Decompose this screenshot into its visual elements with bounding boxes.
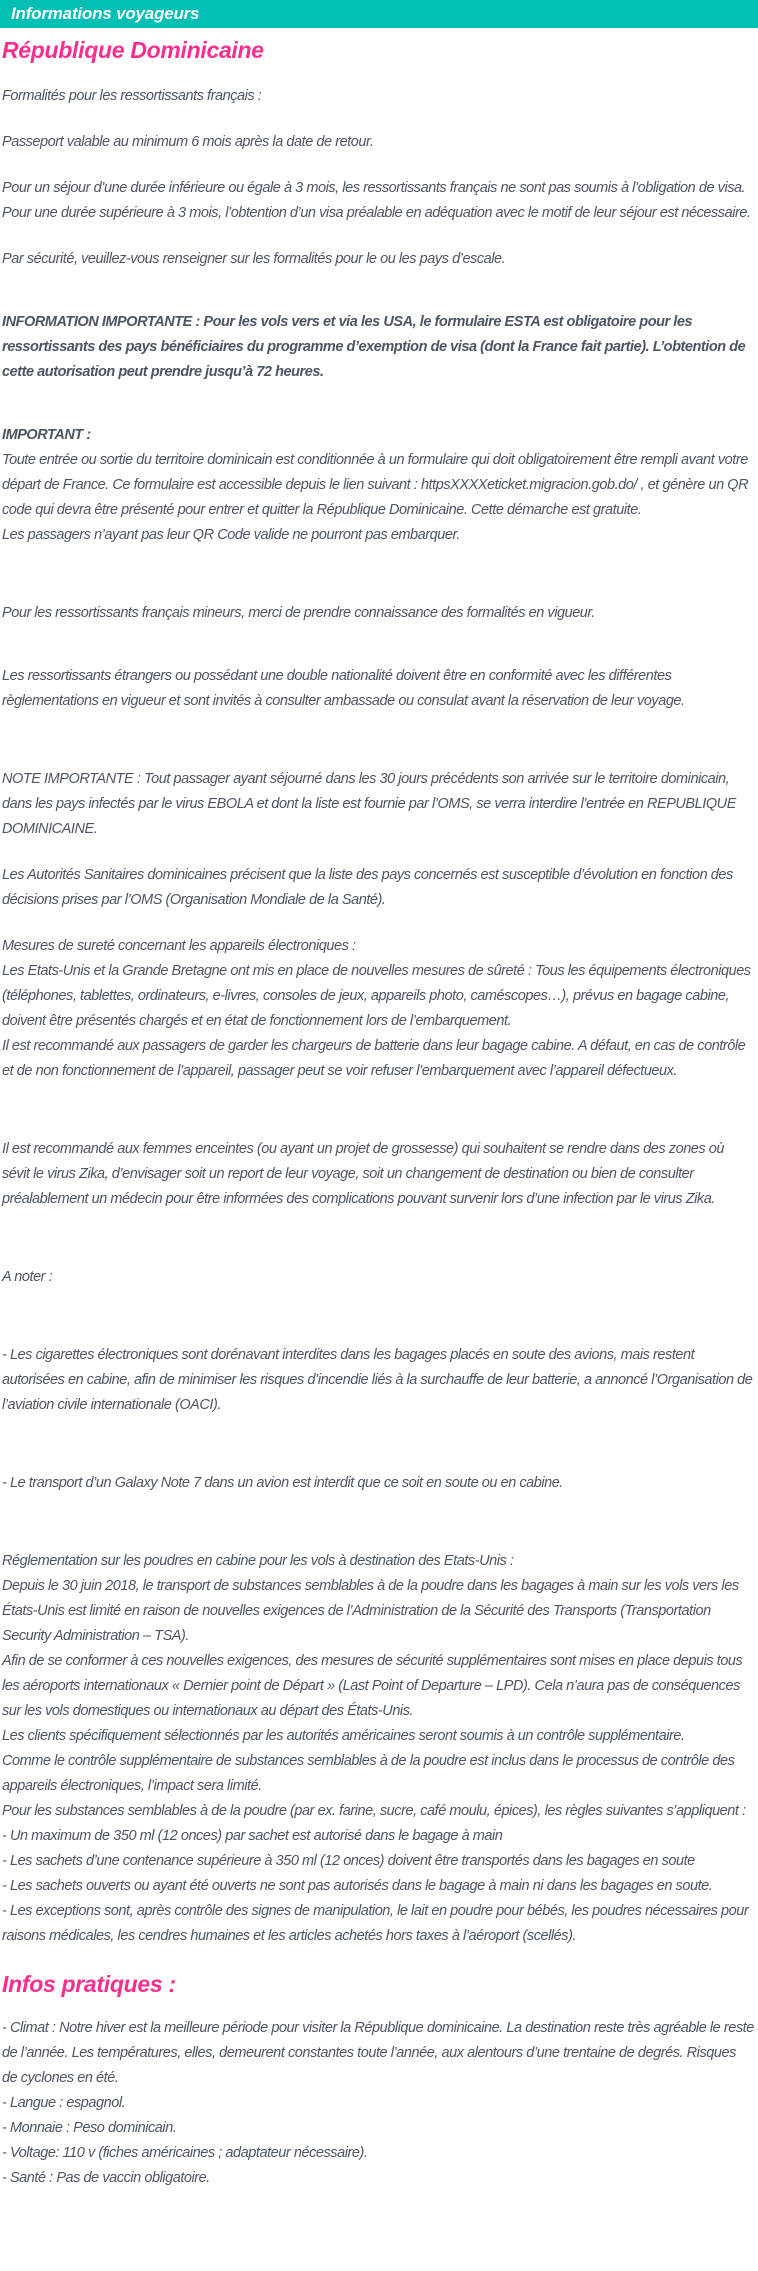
paragraph: Les ressortissants étrangers ou possédant une double nationalité doivent être en conformité avec les différentes règlementations en vigueur et sont invités à consulter ambassade ou consulat avant la réservation de leur voyage. bbox=[2, 668, 685, 709]
paragraph: IMPORTANT : Toute entrée ou sortie du territoire dominicain est conditionnée à un formulaire qui doit obligatoirement être rempli avant votre départ de France. Ce formulaire est accessible depuis le lien suivant : httpsXXXXeticket.migracion.gob.do/ , et génère un QR code qui devra être présenté pour entrer et quitter la République Dominicaine. Cette démarche est gratuite. Les passagers n’ayant pas leur QR Code valide ne pourront pas embarquer. bbox=[2, 427, 749, 543]
paragraph: Pour les ressortissants français mineurs, merci de prendre connaissance des formalités en vigueur. bbox=[2, 605, 595, 621]
paragraph: INFORMATION IMPORTANTE : Pour les vols vers et via les USA, le formulaire ESTA est obligatoire pour les ressortissants des pays bénéficiaires du programme d’exemption de visa (dont la France fait partie). L’obtention de cette autorisation peut prendre jusqu’à 72 heures. bbox=[2, 314, 746, 380]
paragraph: A noter : bbox=[2, 1269, 53, 1285]
paragraph: - Les cigarettes électroniques sont dorénavant interdites dans les bagages placés en soute des avions, mais restent autorisées en cabine, afin de minimiser les risques d’incendie liés à la surchauffe de leur batterie, a annoncé l’Organisation de l’aviation civile internationale (OACI). bbox=[2, 1347, 753, 1413]
paragraph: Les Autorités Sanitaires dominicaines précisent que la liste des pays concernés est susceptible d’évolution en fonction des décisions prises par l’OMS (Organisation Mondiale de la Santé). bbox=[2, 867, 733, 908]
paragraph: Passeport valable au minimum 6 mois après la date de retour. bbox=[2, 134, 374, 150]
banner-title: Informations voyageurs bbox=[11, 4, 200, 23]
paragraph: - Le transport d’un Galaxy Note 7 dans un avion est interdit que ce soit en soute ou en cabine. bbox=[2, 1475, 563, 1491]
paragraph: Pour un séjour d’une durée inférieure ou égale à 3 mois, les ressortissants français ne sont pas soumis à l’obligation de visa. Pour une durée supérieure à 3 mois, l’obtention d’un visa préalable en adéquation avec le motif de leur séjour est nécessaire. bbox=[2, 180, 751, 221]
paragraph: - Climat : Notre hiver est la meilleure période pour visiter la République dominicaine. La destination reste très agréable le reste de l’année. Les températures, elles, demeurent constantes toute l’année, aux alentours d’une trentaine de degrés. Risques de cyclones en été. - Langue : espagnol. - Monnaie : Peso dominicain. - Voltage: 110 v (fiches américaines ; adaptateur nécessaire). - Santé : Pas de vaccin obligatoire. bbox=[2, 2020, 754, 2186]
paragraph: Par sécurité, veuillez-vous renseigner sur les formalités pour le ou les pays d’escale. bbox=[2, 251, 506, 267]
page-main bbox=[0, 36, 758, 2230]
content bbox=[0, 84, 758, 2230]
section-heading: Infos pratiques : bbox=[2, 1971, 176, 1997]
paragraph: Formalités pour les ressortissants français : bbox=[2, 88, 262, 104]
paragraph: Il est recommandé aux femmes enceintes (ou ayant un projet de grossesse) qui souhaitent se rendre dans des zones où sévit le virus Zika, d’envisager soit un report de leur voyage, soit un changement de destination ou bien de consulter préalablement un médecin pour être informées des complications pouvant survenir lors d’une infection par le virus Zika. bbox=[2, 1141, 725, 1207]
paragraph: NOTE IMPORTANTE : Tout passager ayant séjourné dans les 30 jours précédents son arrivée sur le territoire dominicain, dans les pays infectés par le virus EBOLA et dont la liste est fournie par l’OMS, se verra interdire l’entrée en REPUBLIQUE DOMINICAINE. bbox=[2, 771, 736, 837]
country-title: République Dominicaine bbox=[2, 37, 264, 63]
bold-label: IMPORTANT : bbox=[2, 427, 91, 443]
paragraph: Réglementation sur les poudres en cabine pour les vols à destination des Etats-Unis : Depuis le 30 juin 2018, le transport de substances semblables à de la poudre dans les bagages à main sur les vols vers les États-Unis est limité en raison de nouvelles exigences de l’Administration de la Sécurité des Transports (Transportation Security Administration – TSA). Afin de se conformer à ces nouvelles exigences, des mesures de sécurité supplémentaires sont mises en place depuis tous les aéroports internationaux « Dernier point de Départ » (Last Point of Departure – LPD). Cela n’aura pas de conséquences sur les vols domestiques ou internationaux au départ des États-Unis. Les clients spécifiquement sélectionnés par les autorités américaines seront soumis à un contrôle supplémentaire. Comme le contrôle supplémentaire de substances semblables à de la poudre est inclus dans le processus de contrôle des appareils électroniques, l’impact sera limité. Pour les substances semblables à de la poudre (par ex. farine, sucre, café moulu, épices), les règles suivantes s’appliquent : - Un maximum de 350 ml (12 onces) par sachet est autorisé dans le bagage à main - Les sachets d’une contenance supérieure à 350 ml (12 onces) doivent être transportés dans les bagages en soute - Les sachets ouverts ou ayant été ouverts ne sont pas autorisés dans le bagage à main ni dans les bagages en soute. - Les exceptions sont, après contrôle des signes de manipulation, le lait en poudre pour bébés, les poudres nécessaires pour raisons médicales, les cendres humaines et les articles achetés hors taxes à l’aéroport (scellés). bbox=[2, 1553, 749, 1944]
info-banner bbox=[0, 0, 758, 28]
paragraph: Mesures de sureté concernant les appareils électroniques : Les Etats-Unis et la Grande Bretagne ont mis en place de nouvelles mesures de sûreté : Tous les équipements électroniques (téléphones, tablettes, ordinateurs, e-livres, consoles de jeux, appareils photo, caméscopes…), prévus en bagage cabine, doivent être présentés chargés et en état de fonctionnement lors de l’embarquement. Il est recommandé aux passagers de garder les chargeurs de batterie dans leur bagage cabine. A défaut, en cas de contrôle et de non fonctionnement de l’appareil, passager peut se voir refuser l’embarquement avec l’appareil défectueux. bbox=[2, 938, 751, 1079]
